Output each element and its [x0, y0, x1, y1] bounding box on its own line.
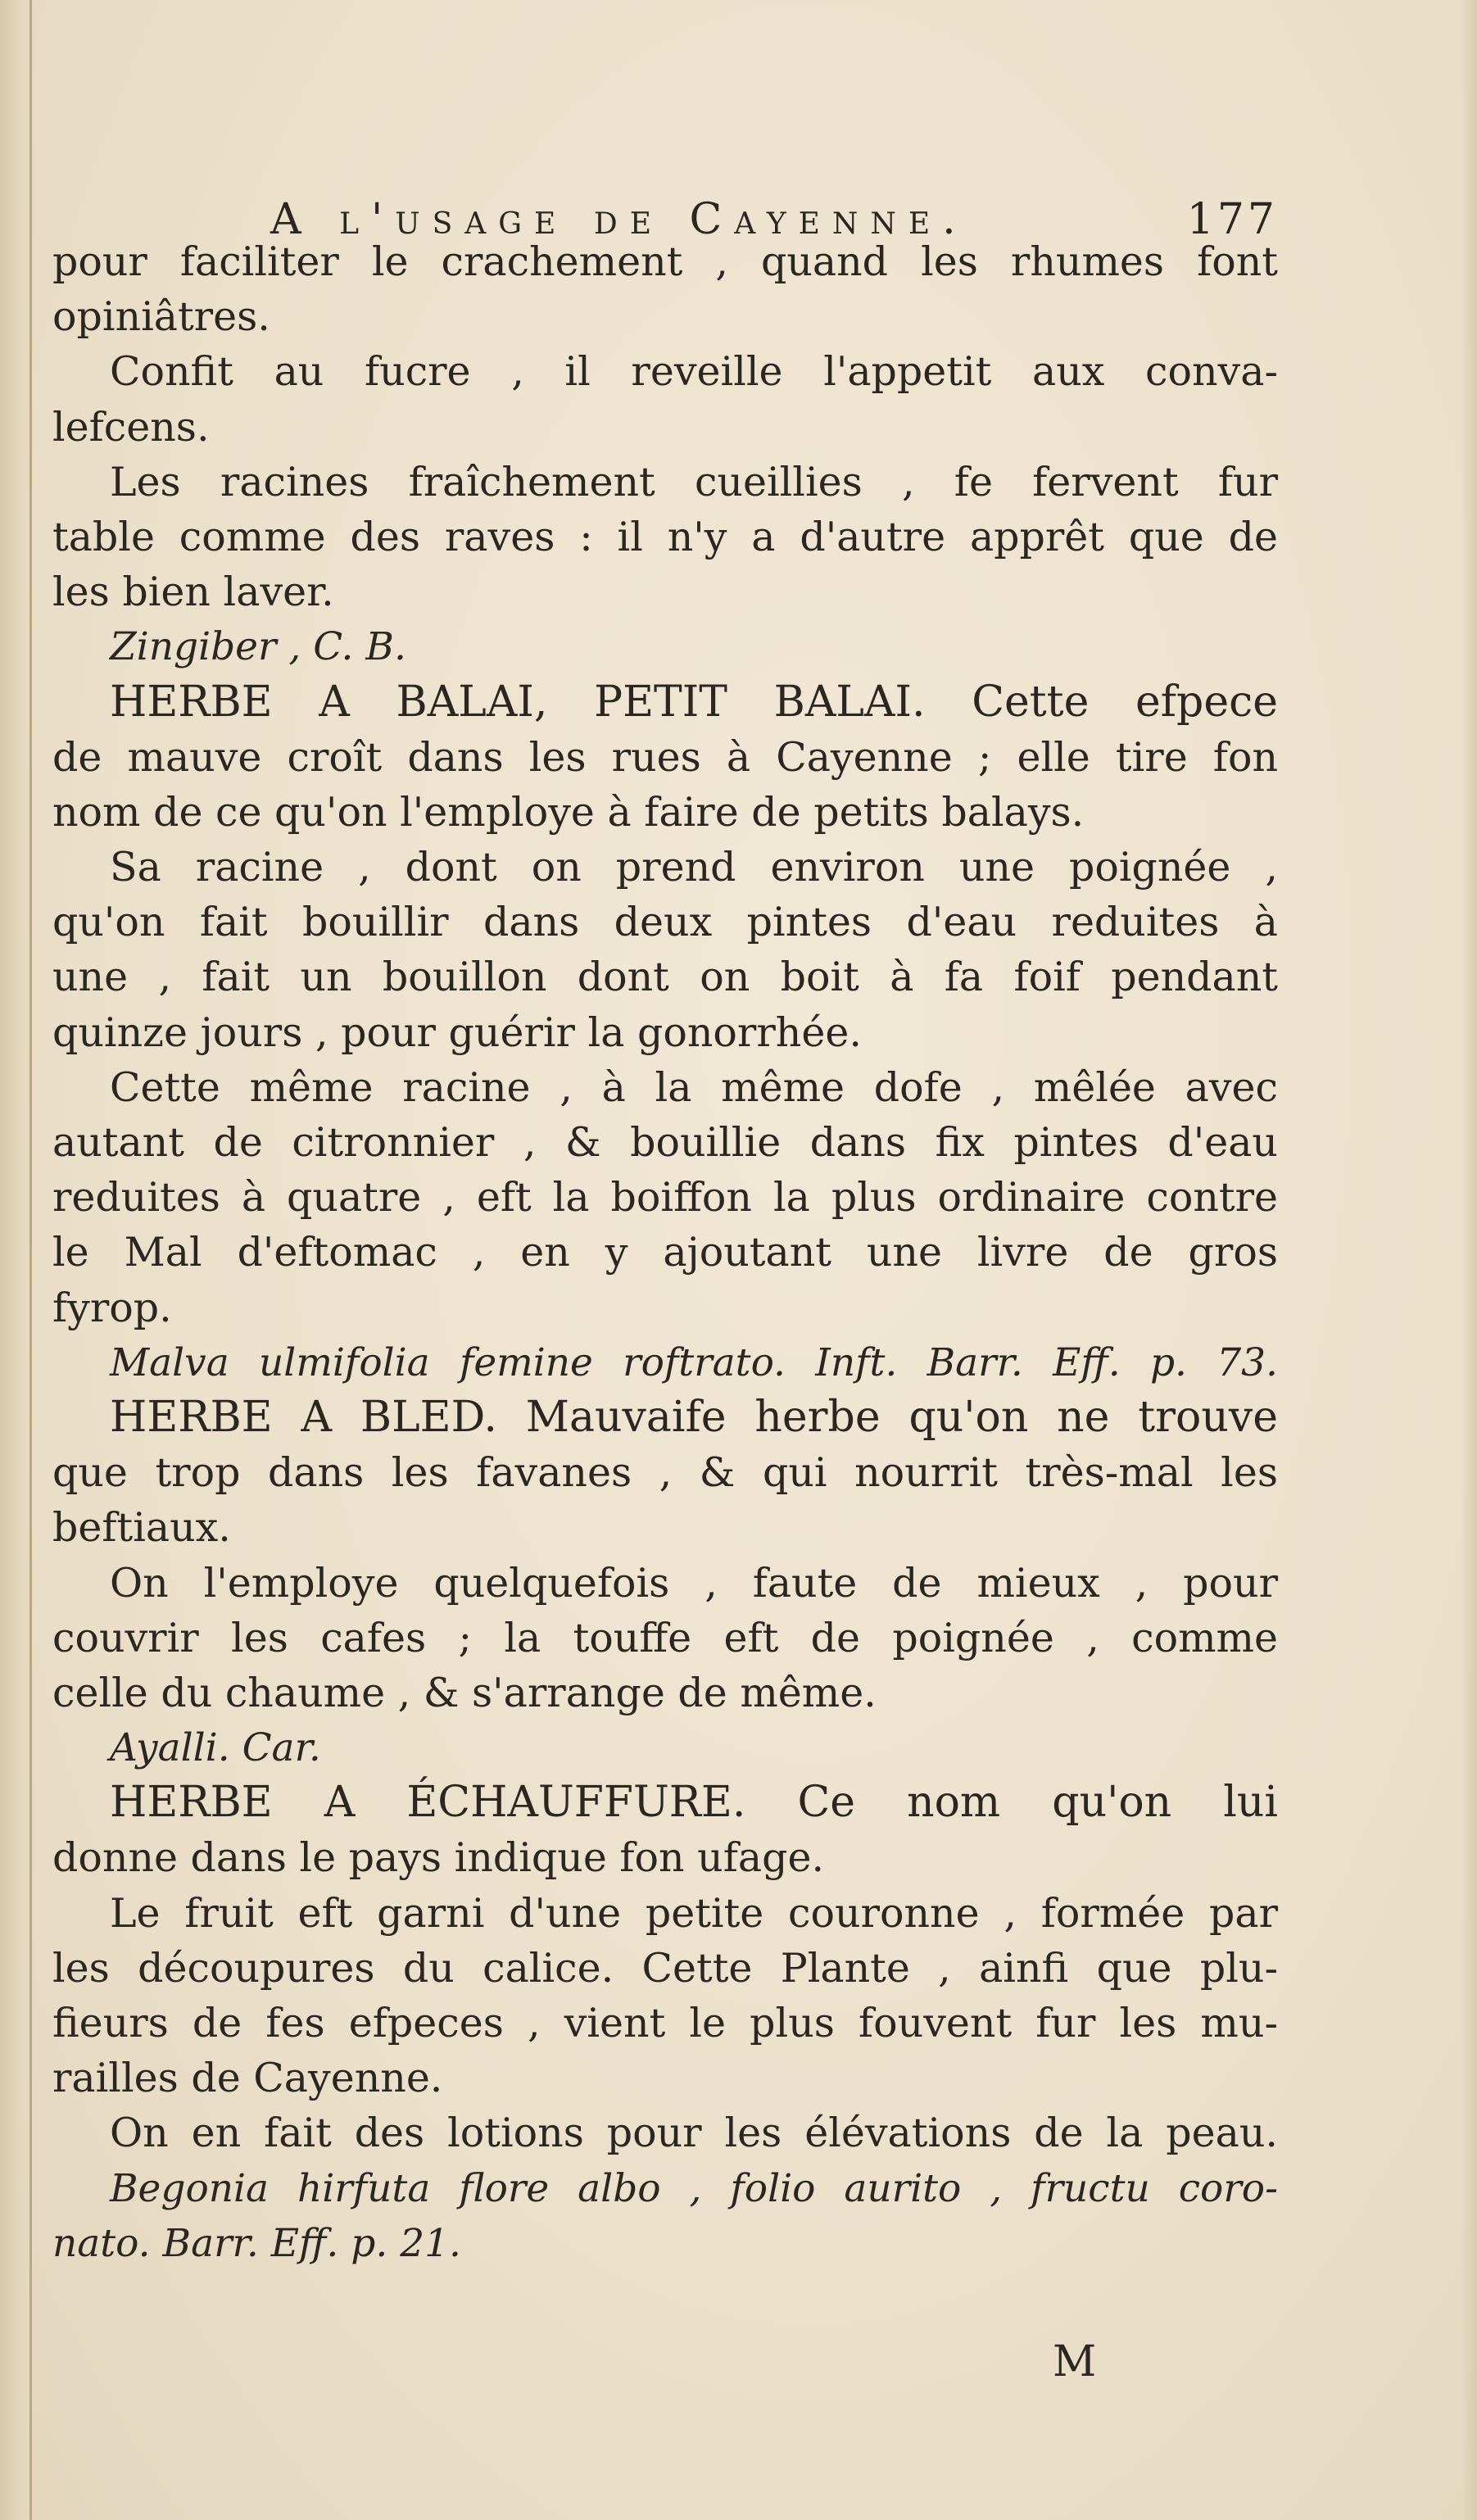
text-line: beftiaux.: [52, 1504, 231, 1552]
text-line: les découpures du calice. Cette Plante , ainfi que plu-: [52, 1944, 1278, 1992]
text-line: fyrop.: [52, 1284, 172, 1331]
entry-heading-line: HERBE A BLED. Mauvaife herbe qu'on ne trouve: [110, 1392, 1278, 1442]
signature-mark: M: [1053, 2337, 1097, 2386]
text-line: le Mal d'eftomac , en y ajoutant une livre de gros: [52, 1229, 1278, 1276]
text-line: On l'employe quelquefois , faute de mieux , pour: [110, 1559, 1278, 1607]
text-line: celle du chaume , & s'arrange de même.: [52, 1669, 877, 1716]
text-line: On en fait des lotions pour les élévations de la peau.: [110, 2110, 1278, 2157]
botanical-name: Begonia hirfuta flore albo , folio aurito , fructu coro-: [110, 2165, 1278, 2211]
text-line: qu'on fait bouillir dans deux pintes d'eau reduites à: [52, 899, 1278, 946]
text-line: nom de ce qu'on l'employe à faire de petits balays.: [52, 788, 1085, 836]
entry-heading-line: HERBE A ÉCHAUFFURE. Ce nom qu'on lui: [110, 1778, 1278, 1828]
text-line: une , fait un bouillon dont on boit à fa foif pendant: [52, 954, 1278, 1001]
text-line: les bien laver.: [52, 569, 334, 616]
text-line: donne dans le pays indique fon ufage.: [52, 1834, 825, 1882]
botanical-name: Ayalli. Car.: [110, 1725, 321, 1771]
botanical-name: nato. Barr. Eff. p. 21.: [52, 2220, 461, 2266]
text-line: opiniâtres.: [52, 293, 270, 341]
text-line: quinze jours , pour guérir la gonorrhée.: [52, 1008, 862, 1056]
body-text: [52, 234, 1278, 2271]
text-line: Les racines fraîchement cueillies , fe fervent fur: [110, 458, 1278, 505]
text-line: autant de citronnier , & bouillie dans fix pintes d'eau: [52, 1119, 1278, 1166]
page-number: 177: [1186, 195, 1278, 244]
text-line: Cette même racine , à la même dofe , mêlée avec: [110, 1063, 1278, 1111]
text-line: Sa racine , dont on prend environ une poignée ,: [110, 844, 1278, 891]
text-line: Confit au fucre , il reveille l'appetit aux conva-: [110, 348, 1278, 396]
text-line: que trop dans les favanes , & qui nourrit très-mal les: [52, 1449, 1278, 1497]
text-line: railles de Cayenne.: [52, 2055, 443, 2102]
text-line: fieurs de fes efpeces , vient le plus fouvent fur les mu-: [52, 2000, 1278, 2046]
text-line: de mauve croît dans les rues à Cayenne ; elle tire fon: [52, 733, 1278, 781]
botanical-name: Zingiber , C. B.: [110, 624, 406, 670]
text-line: pour faciliter le crachement , quand les rhumes font: [52, 238, 1278, 285]
text-line: reduites à quatre , eft la boiffon la plus ordinaire contre: [52, 1174, 1278, 1221]
page-edge-shadow: [1461, 0, 1477, 2520]
running-head: A l'usage de Cayenne.: [270, 195, 968, 244]
binding-fold-line: [29, 0, 32, 2520]
text-line: couvrir les cafes ; la touffe eft de poignée , comme: [52, 1614, 1278, 1661]
entry-heading-line: HERBE A BALAI, PETIT BALAI. Cette efpece: [110, 677, 1278, 727]
botanical-name: Malva ulmifolia femine roftrato. Inft. Barr. Eff. p. 73.: [110, 1339, 1278, 1385]
text-line: lefcens.: [52, 403, 210, 451]
text-line: Le fruit eft garni d'une petite couronne , formée par: [110, 1889, 1278, 1937]
text-line: table comme des raves : il n'y a d'autre apprêt que de: [52, 513, 1278, 560]
